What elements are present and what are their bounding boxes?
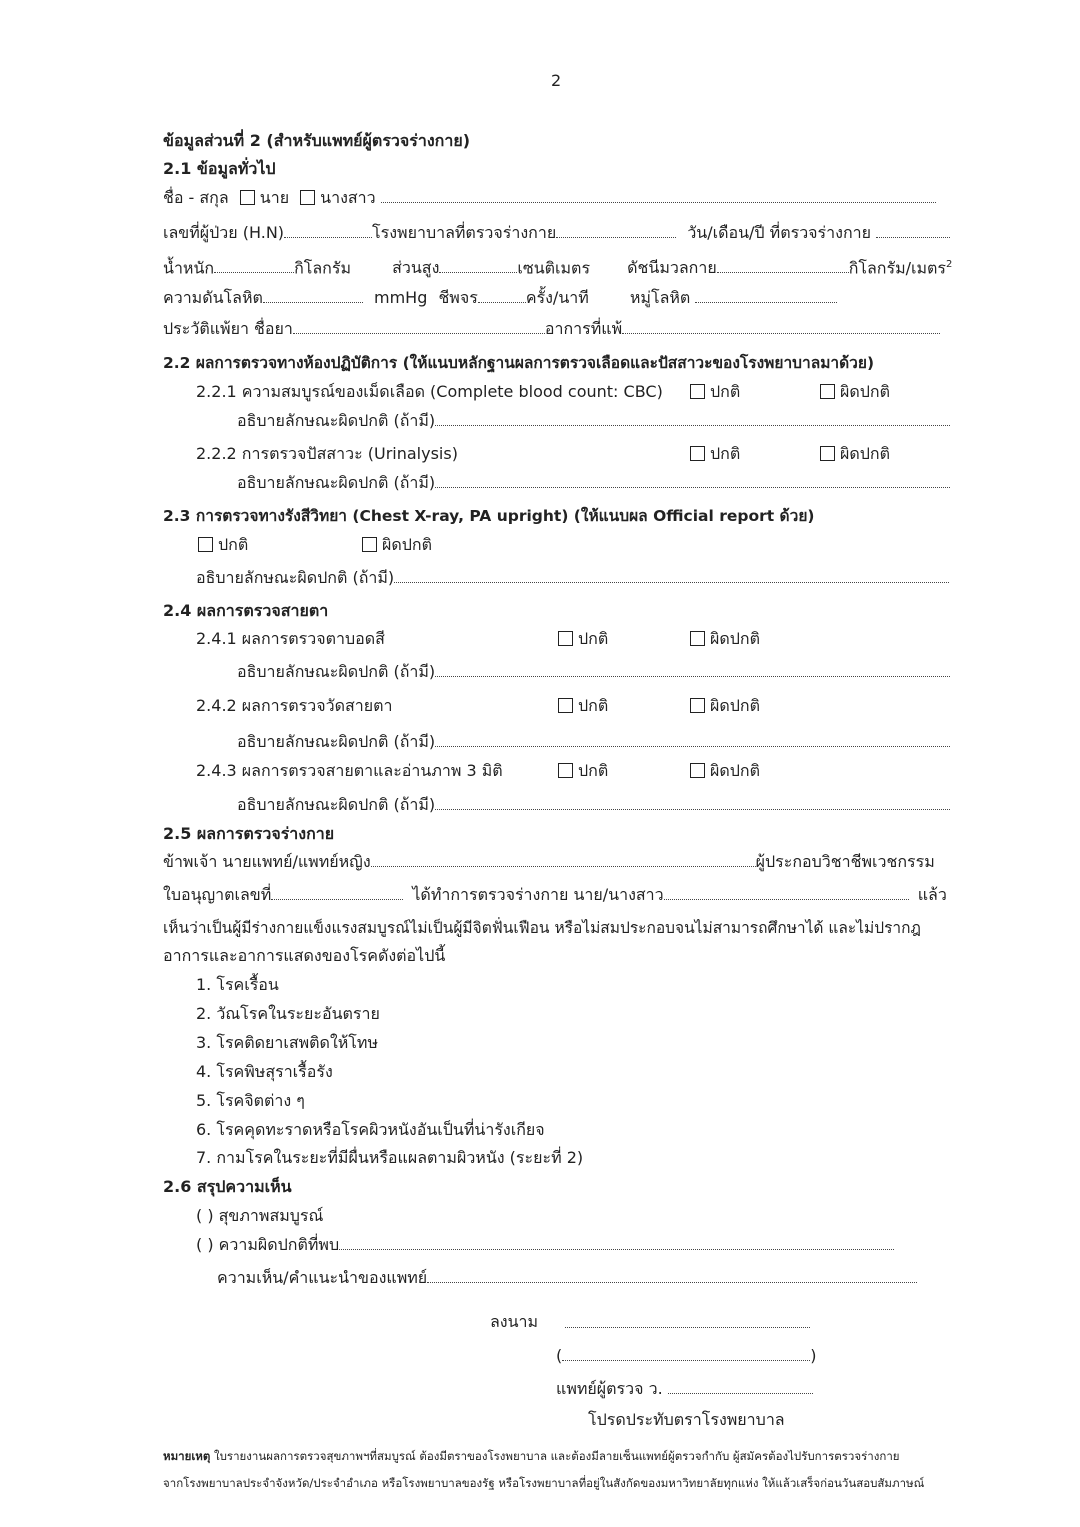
paren-close: ) (810, 1346, 817, 1365)
bp-field[interactable] (263, 288, 363, 303)
xray-explain-field[interactable] (394, 568, 949, 583)
xray-normal-checkbox[interactable] (198, 537, 213, 552)
colorblind-explain-field[interactable] (435, 662, 950, 677)
cbc-explain-field[interactable] (435, 411, 950, 426)
symptom-label: อาการที่แพ้ (544, 319, 623, 338)
va-abnormal-option[interactable] (690, 695, 760, 717)
ua-abnormal-checkbox[interactable] (820, 446, 835, 461)
stamp-note: โปรดประทับตราโรงพยาบาล (588, 1410, 785, 1429)
doctor-row (163, 851, 935, 873)
va-explain-field[interactable] (435, 732, 950, 747)
doctor-license-field[interactable] (668, 1379, 813, 1394)
footnote-line-1 (163, 1445, 900, 1467)
miss-label: นางสาว (320, 188, 376, 207)
weight-row (163, 254, 952, 279)
va-normal-option[interactable] (558, 695, 608, 717)
date-field[interactable] (876, 223, 950, 238)
statement-line-1: เห็นว่าเป็นผู้มีร่างกายแข็งแรงสมบูรณ์ไม่เป็นผู้มีจิตฟั่นเฟือน หรือไม่สมประกอบจนไม่สามารถศึกษาได้ และไม่ปรากฎ (163, 919, 921, 937)
va-explain-label: อธิบายลักษณะผิดปกติ (ถ้ามี) (237, 732, 436, 751)
healthy-option[interactable]: ( ) สุขภาพสมบูรณ์ (196, 1206, 324, 1225)
visual-acuity-label: 2.4.2 ผลการตรวจวัดสายตา (196, 696, 393, 715)
stereo-explain-field[interactable] (435, 795, 950, 810)
footnote-line-2: จากโรงพยาบาลประจำจังหวัด/ประจำอำเภอ หรือโรงพยาบาลของรัฐ หรือโรงพยาบาลที่อยู่ในสังกัดของมหาวิทยาลัยทุกแห่ง ให้แล้วเสร็จก่อนวันสอบสัมภาษณ์ (163, 1476, 925, 1490)
mr-checkbox[interactable] (240, 190, 255, 205)
kg-unit: กิโลกรัม (294, 258, 352, 278)
allergy-label: ประวัติแพ้ยา ชื่อยา (163, 319, 293, 338)
drug-name-field[interactable] (293, 319, 545, 334)
va-normal-checkbox[interactable] (558, 698, 573, 713)
ua-explain-row (237, 472, 950, 494)
cb-abnormal-option[interactable] (690, 628, 760, 650)
ua-abnormal-label: ผิดปกติ (840, 444, 890, 463)
colorblind-normal-label: ปกติ (578, 629, 609, 648)
xray-explain-row (196, 567, 949, 589)
pulse-label: ชีพจร (438, 288, 478, 307)
ua-explain-field[interactable] (435, 473, 950, 488)
bp-row (163, 287, 837, 309)
opinion-row (217, 1267, 917, 1289)
paren-open: ( (556, 1346, 563, 1365)
colorblind-abnormal-label: ผิดปกติ (710, 629, 760, 648)
stereo-abnormal-label: ผิดปกติ (710, 761, 760, 780)
s26-title: 2.6 สรุปความเห็น (163, 1177, 292, 1196)
footnote-label: หมายเหตุ (163, 1449, 211, 1463)
bmi-unit: กิโลกรัม/เมตร (848, 258, 947, 278)
examined-label: ได้ทำการตรวจร่างกาย นาย/นางสาว (412, 885, 664, 904)
s24-title: 2.4 ผลการตรวจสายตา (163, 601, 329, 620)
va-abnormal-checkbox[interactable] (690, 698, 705, 713)
cbc-explain-row (237, 410, 950, 432)
statement-line-2: อาการและอาการแสดงของโรคดังต่อไปนี้ (163, 946, 446, 965)
disease-item: 5. โรคจิตต่าง ๆ (196, 1091, 305, 1110)
mmhg-unit: mmHg (373, 288, 428, 307)
height-label: ส่วนสูง (392, 258, 440, 278)
practitioner-label: ผู้ประกอบวิชาชีพเวชกรรม (755, 852, 935, 871)
ua-normal-option[interactable] (690, 443, 740, 465)
hn-field[interactable] (284, 223, 372, 238)
doctor-name-field[interactable] (371, 852, 756, 867)
stereo-explain-row (237, 794, 950, 816)
height-field[interactable] (439, 258, 517, 273)
xray-abnormal-checkbox[interactable] (362, 537, 377, 552)
stereo-abnormal-option[interactable] (690, 760, 760, 782)
cbc-abnormal-option[interactable] (820, 381, 890, 403)
cbc-label: 2.2.1 ความสมบูรณ์ของเม็ดเลือด (Complete blood count: CBC) (196, 382, 663, 401)
xray-normal-option[interactable] (198, 534, 248, 556)
page-number: 2 (551, 71, 562, 90)
ua-explain-label: อธิบายลักษณะผิดปกติ (ถ้ามี) (237, 473, 436, 492)
opinion-field[interactable] (427, 1268, 917, 1283)
xray-abnormal-option[interactable] (362, 534, 432, 556)
cm-unit: เซนติเมตร (517, 258, 591, 278)
s22-title: 2.2 ผลการตรวจทางห้องปฏิบัติการ (ให้แนบหลักฐานผลการตรวจเลือดและปัสสาวะของโรงพยาบาลมาด้วย) (163, 354, 875, 372)
hn-label: เลขที่ผู้ป่วย (H.N) (163, 223, 285, 242)
disease-item: 2. วัณโรคในระยะอันตราย (196, 1004, 380, 1023)
mr-label: นาย (259, 188, 290, 207)
cbc-abnormal-label: ผิดปกติ (840, 382, 890, 401)
patient-name-field[interactable] (664, 885, 909, 900)
bmi-sup: 2 (946, 259, 953, 270)
name-row (163, 187, 936, 209)
symptom-field[interactable] (622, 319, 940, 334)
hn-row (163, 222, 950, 244)
cb-normal-option[interactable] (558, 628, 608, 650)
colorblind-normal-checkbox[interactable] (558, 631, 573, 646)
stereo-explain-label: อธิบายลักษณะผิดปกติ (ถ้ามี) (237, 795, 436, 814)
stereo-normal-checkbox[interactable] (558, 763, 573, 778)
cbc-explain-label: อธิบายลักษณะผิดปกติ (ถ้ามี) (237, 411, 436, 430)
abnormal-found-option[interactable]: ( ) ความผิดปกติที่พบ (196, 1235, 340, 1254)
disease-item: 4. โรคพิษสุราเรื้อรัง (196, 1062, 333, 1081)
bmi-field[interactable] (717, 258, 849, 273)
doctor-license-label: แพทย์ผู้ตรวจ ว. (556, 1379, 663, 1398)
xray-explain-label: อธิบายลักษณะผิดปกติ (ถ้ามี) (196, 568, 395, 587)
colorblind-abnormal-checkbox[interactable] (690, 631, 705, 646)
ua-normal-label: ปกติ (710, 444, 741, 463)
name-label: ชื่อ - สกุล (163, 188, 229, 207)
bp-label: ความดันโลหิต (163, 288, 263, 307)
s25-title: 2.5 ผลการตรวจร่างกาย (163, 824, 335, 843)
disease-item: 1. โรคเรื้อน (196, 975, 279, 994)
license-field[interactable] (271, 885, 403, 900)
section-title: ข้อมูลส่วนที่ 2 (สำหรับแพทย์ผู้ตรวจร่างกาย) (163, 131, 471, 150)
va-explain-row (237, 731, 950, 753)
blood-group-label: หมู่โลหิต (629, 288, 691, 307)
ua-abnormal-option[interactable] (820, 443, 890, 465)
urinalysis-label: 2.2.2 การตรวจปัสสาวะ (Urinalysis) (196, 444, 458, 463)
blood-group-field[interactable] (695, 288, 837, 303)
pulse-field[interactable] (478, 288, 526, 303)
done-label: แล้ว (917, 885, 947, 904)
signature-field[interactable] (565, 1313, 810, 1328)
weight-field[interactable] (214, 258, 294, 273)
va-normal-label: ปกติ (578, 696, 609, 715)
opinion-label: ความเห็น/คำแนะนำของแพทย์ (217, 1268, 428, 1287)
allergy-row (163, 318, 940, 340)
stereo-label: 2.4.3 ผลการตรวจสายตาและอ่านภาพ 3 มิติ (196, 761, 503, 780)
pulse-unit: ครั้ง/นาที (525, 288, 589, 307)
stereo-normal-label: ปกติ (578, 761, 609, 780)
ua-normal-checkbox[interactable] (690, 446, 705, 461)
name-field[interactable] (381, 188, 936, 203)
footnote-text-1: ใบรายงานผลการตรวจสุขภาพฯที่สมบูรณ์ ต้องมีตราของโรงพยาบาล และต้องมีลายเซ็นแพทย์ผู้ตรวจกำกับ ผู้สมัครต้องไปรับการตรวจร่างกาย (210, 1449, 900, 1463)
s23-title: 2.3 การตรวจทางรังสีวิทยา (Chest X-ray, PA upright) (ให้แนบผล Official report ด้วย) (163, 507, 815, 525)
colorblind-explain-label: อธิบายลักษณะผิดปกติ (ถ้ามี) (237, 662, 436, 681)
colorblind-explain-row (237, 661, 950, 683)
abnormal-found-row (196, 1234, 894, 1256)
cbc-normal-label: ปกติ (710, 382, 741, 401)
printed-name-row (556, 1345, 817, 1367)
doctor-license-row (556, 1378, 813, 1400)
date-label: วัน/เดือน/ปี ที่ตรวจร่างกาย (687, 223, 871, 242)
xray-normal-label: ปกติ (218, 535, 249, 554)
cbc-normal-checkbox[interactable] (690, 384, 705, 399)
disease-item: 6. โรคคุดทะราดหรือโรคผิวหนังอันเป็นที่น่ารังเกียจ (196, 1120, 545, 1139)
colorblind-label: 2.4.1 ผลการตรวจตาบอดสี (196, 629, 385, 648)
hospital-label: โรงพยาบาลที่ตรวจร่างกาย (372, 223, 557, 242)
sign-label: ลงนาม (490, 1312, 539, 1331)
hospital-field[interactable] (556, 223, 676, 238)
abnormal-found-field[interactable] (339, 1235, 894, 1250)
stereo-abnormal-checkbox[interactable] (690, 763, 705, 778)
cbc-abnormal-checkbox[interactable] (820, 384, 835, 399)
weight-label: น้ำหนัก (163, 258, 215, 278)
miss-checkbox[interactable] (300, 190, 315, 205)
bmi-label: ดัชนีมวลกาย (627, 258, 717, 278)
xray-abnormal-label: ผิดปกติ (382, 535, 432, 554)
disease-item: 3. โรคติดยาเสพติดให้โทษ (196, 1033, 378, 1052)
disease-item: 7. กามโรคในระยะที่มีผื่นหรือแผลตามผิวหนัง (ระยะที่ 2) (196, 1148, 584, 1167)
printed-name-field[interactable] (562, 1346, 810, 1361)
doctor-label: ข้าพเจ้า นายแพทย์/แพทย์หญิง (163, 852, 371, 871)
cbc-normal-option[interactable] (690, 381, 740, 403)
s21-title: 2.1 ข้อมูลทั่วไป (163, 159, 276, 178)
stereo-normal-option[interactable] (558, 760, 608, 782)
va-abnormal-label: ผิดปกติ (710, 696, 760, 715)
license-row (163, 884, 947, 906)
license-label: ใบอนุญาตเลขที่ (163, 885, 272, 904)
